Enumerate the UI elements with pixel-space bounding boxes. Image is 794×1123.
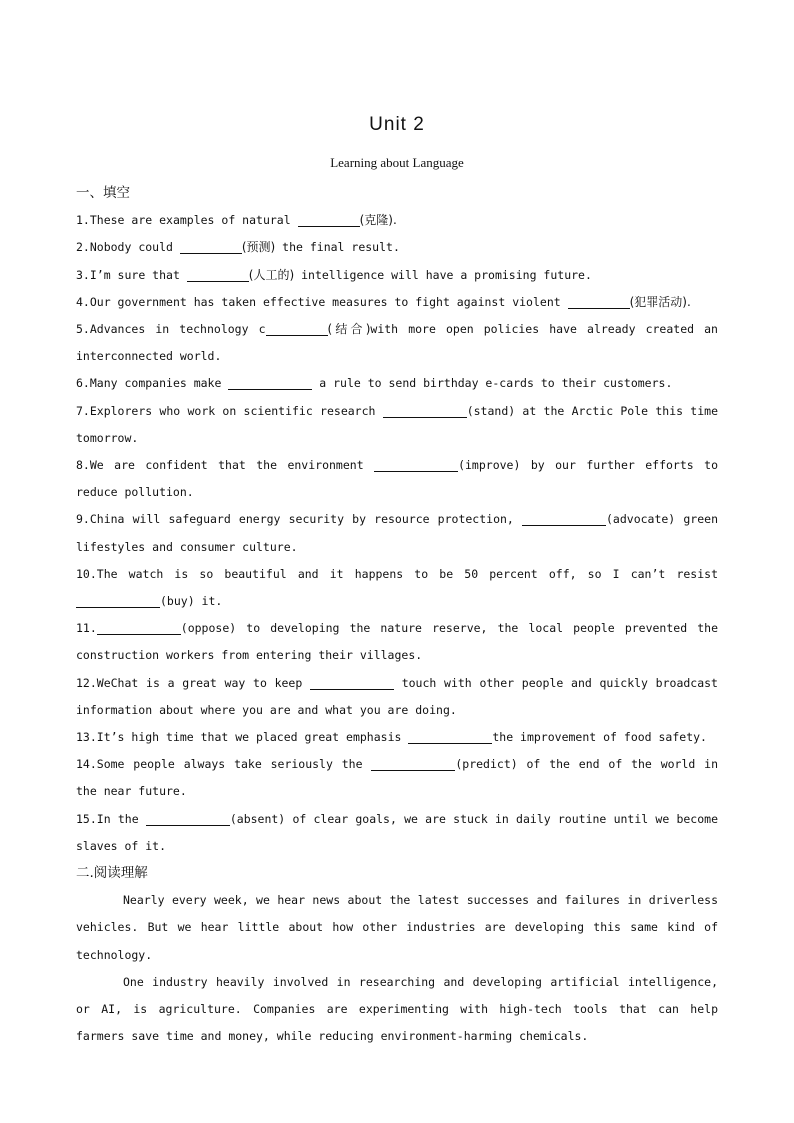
section-heading-reading: 二.阅读理解 [76,865,148,882]
question-5: 5.Advances in technology c (结合)with more open policies have already created an interconnected world. [76,322,718,364]
question-4: 4.Our government has taken effective measures to fight against violent (犯罪活动). [76,294,691,309]
answer-blank[interactable] [568,294,630,309]
question-7: 7.Explorers who work on scientific research (stand) at the Arctic Pole this time tomorrow. [76,403,718,445]
answer-blank[interactable] [146,811,230,826]
question-11: 11. (oppose) to developing the nature reserve, the local people prevented the construction workers from entering their villages. [76,621,718,663]
question-14: 14.Some people always take seriously the (predict) of the end of the world in the near future. [76,757,718,799]
section-heading-fill-in: 一、填空 [76,185,130,201]
page-subtitle: Learning about Language [330,155,464,170]
question-12: 12.WeChat is a great way to keep touch with other people and quickly broadcast information about where you are and what you are doing. [76,675,718,717]
question-13: 13.It’s high time that we placed great emphasis the improvement of food safety. [76,730,707,745]
answer-blank[interactable] [266,321,328,336]
answer-blank[interactable] [522,511,606,526]
reading-paragraph-2: One industry heavily involved in researching and developing artificial intelligence, or AI, is agriculture. Companies are experimenting with high-tech tools that can help farmers save time and money, while reducing environment-harming chemicals. [76,974,718,1044]
answer-blank[interactable] [228,375,312,390]
question-8: 8.We are confident that the environment (improve) by our further efforts to reduce pollution. [76,458,718,500]
answer-blank[interactable] [408,729,492,744]
question-10: 10.The watch is so beautiful and it happens to be 50 percent off, so I can’t resist (buy) it. [76,566,718,609]
answer-blank[interactable] [298,212,360,227]
answer-blank[interactable] [76,593,160,608]
question-15: 15.In the (absent) of clear goals, we are stuck in daily routine until we become slaves of it. [76,811,719,853]
answer-blank[interactable] [97,620,181,635]
question-9: 9.China will safeguard energy security by resource protection, (advocate) green lifestyles and consumer culture. [76,512,719,554]
answer-blank[interactable] [371,756,455,771]
answer-blank[interactable] [180,239,242,254]
question-2: 2.Nobody could (预测) the final result. [76,240,400,255]
question-6: 6.Many companies make a rule to send birthday e-cards to their customers. [76,376,673,391]
reading-paragraph-1: Nearly every week, we hear news about the latest successes and failures in driverless vehicles. But we hear little about how other industries are developing this same kind of technology. [76,893,718,962]
page-title: Unit 2 [369,114,425,135]
question-3: 3.I’m sure that (人工的) intelligence will have a promising future. [76,267,592,282]
answer-blank[interactable] [383,403,467,418]
content [76,180,718,1051]
answer-blank[interactable] [374,457,458,472]
question-1: 1.These are examples of natural (克隆). [76,213,397,228]
answer-blank[interactable] [187,267,249,282]
answer-blank[interactable] [310,675,394,690]
